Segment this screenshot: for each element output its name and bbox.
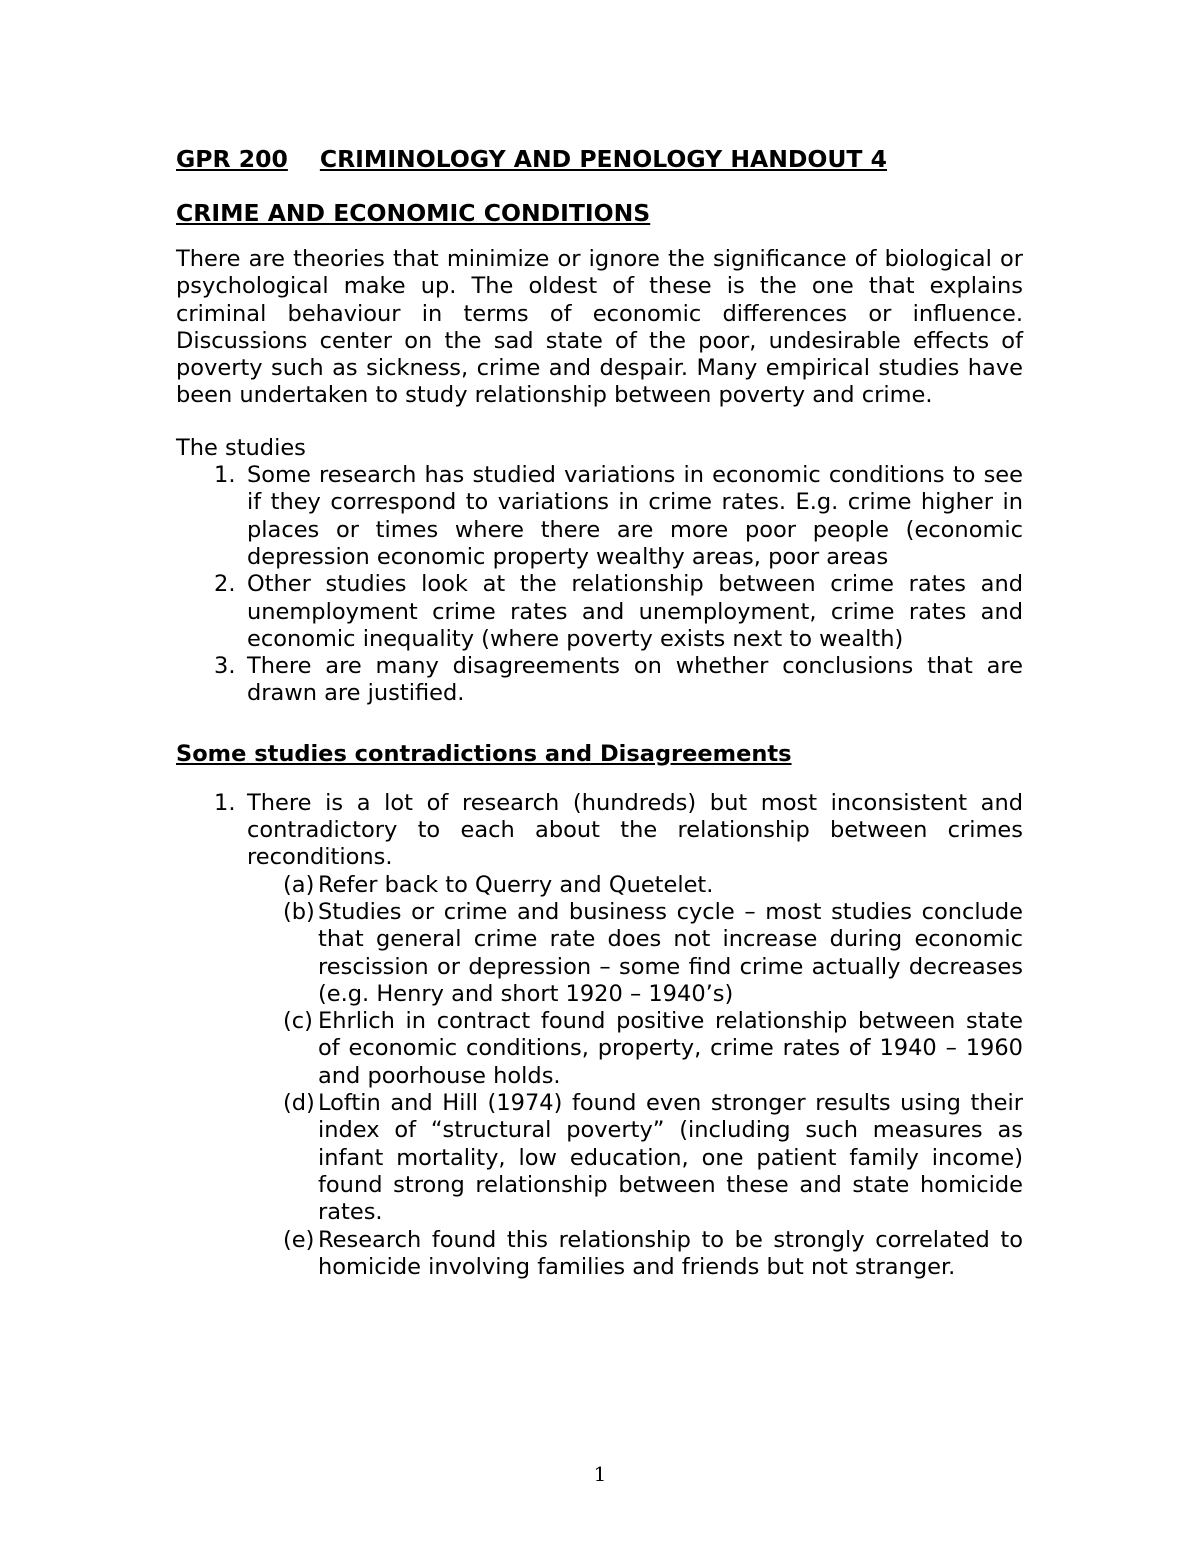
list-text: Some research has studied variations in economic conditions to see if they correspond to variations in crime rates. E.g. crime higher in places or times where there are more poor people (economic depression economic property wealthy areas, poor areas (247, 462, 1023, 570)
list-number: 1. (214, 462, 236, 489)
list-item (176, 571, 1023, 653)
studies-heading: The studies (176, 434, 306, 461)
sub-list-letter: (b) (283, 898, 315, 925)
list-text: There is a lot of research (hundreds) but most inconsistent and contradictory to each about the relationship between crimes reconditions. (247, 789, 1023, 871)
course-title: CRIMINOLOGY AND PENOLOGY HANDOUT 4 (319, 145, 887, 173)
sub-list (247, 872, 1023, 1281)
sub-list-text: Ehrlich in contract found positive relationship between state of economic conditions, property, crime rates of 1940 – 1960 and poorhouse holds. (318, 1008, 1023, 1089)
sub-list-text: Research found this relationship to be strongly correlated to homicide involving families and friends but not stranger. (318, 1226, 1023, 1280)
list-number: 3. (214, 653, 236, 680)
list-text: There are many disagreements on whether conclusions that are drawn are justified. (247, 653, 1023, 707)
page-title (176, 140, 1023, 178)
list-number: 2. (214, 571, 236, 598)
list-item (176, 462, 1023, 571)
sub-list-text: Studies or crime and business cycle – most studies conclude that general crime rate does not increase during economic rescission or depression – some find crime actually decreases (e.g. Henry and short 1920 – 1940’s) (318, 898, 1023, 1007)
document-body (176, 140, 1023, 1281)
list-item (176, 790, 1023, 1281)
sub-list-item (247, 899, 1023, 1008)
course-code: GPR 200 (176, 145, 288, 173)
sub-list-item (247, 872, 1023, 899)
sub-list-text: Loftin and Hill (1974) found even stronger results using their index of “structural poverty” (including such measures as infant mortality, low education, one patient family income) found strong relationship between these and state homicide rates. (318, 1090, 1023, 1226)
sub-list-text: Refer back to Querry and Quetelet. (318, 871, 714, 898)
list-item (176, 653, 1023, 708)
section-title: CRIME AND ECONOMIC CONDITIONS (176, 199, 651, 227)
sub-list-letter: (d) (283, 1090, 315, 1117)
page-number: 1 (593, 1462, 607, 1486)
contradictions-list (176, 790, 1023, 1281)
list-number: 1. (214, 789, 236, 816)
intro-paragraph: There are theories that minimize or ignore the significance of biological or psychological make up. The oldest of these is the one that explains criminal behaviour in terms of economic differences or influence. Discussions center on the sad state of the poor, undesirable effects of poverty such as sickness, crime and despair. Many empirical studies have been undertaken to study relationship between poverty and crime. (176, 246, 1023, 409)
sub-list-item (247, 1227, 1023, 1282)
sub-list-letter: (c) (283, 1008, 313, 1035)
contradictions-heading: Some studies contradictions and Disagreements (176, 740, 792, 767)
sub-list-letter: (a) (283, 871, 315, 898)
sub-list-letter: (e) (283, 1226, 315, 1253)
list-text: Other studies look at the relationship between crime rates and unemployment crime rates and unemployment, crime rates and economic inequality (where poverty exists next to wealth) (247, 571, 1023, 652)
studies-list (176, 462, 1023, 708)
sub-list-item (247, 1090, 1023, 1226)
sub-list-item (247, 1008, 1023, 1090)
